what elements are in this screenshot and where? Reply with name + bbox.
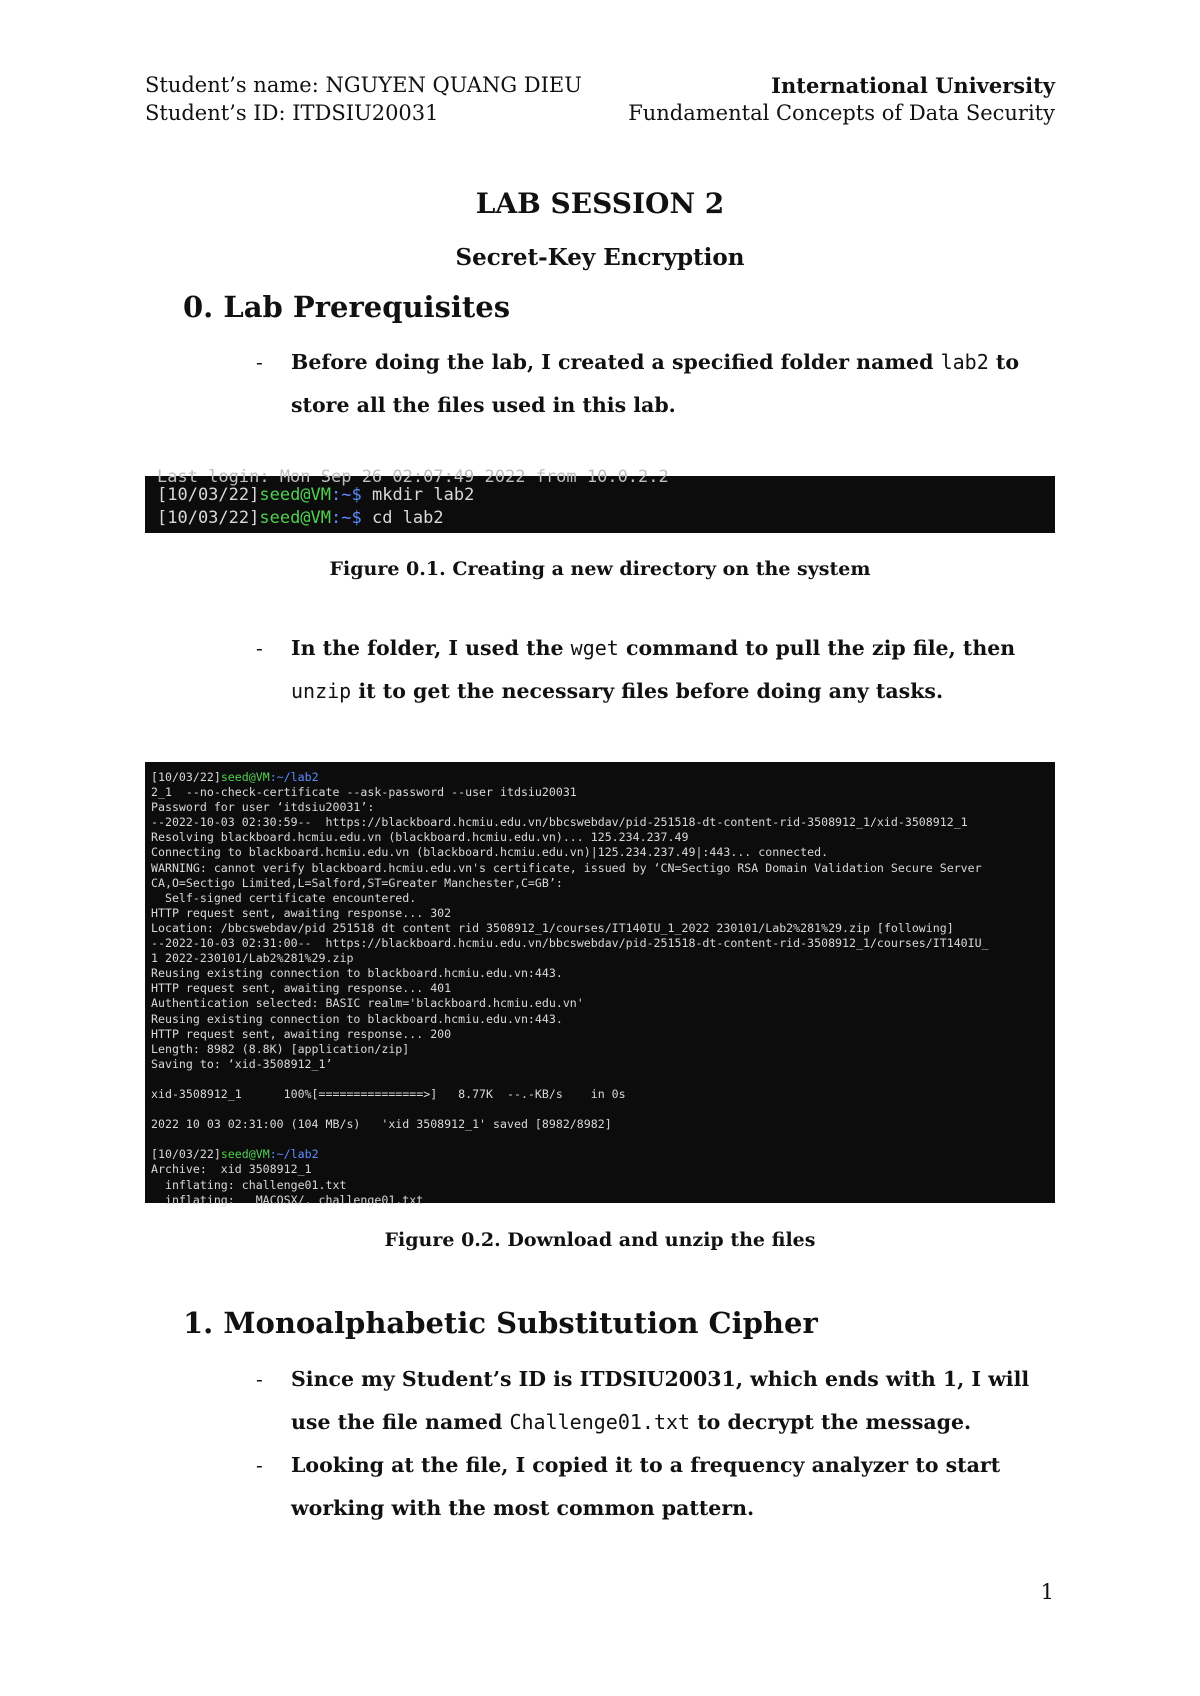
terminal-line: Reusing existing connection to blackboard.hcmiu.edu.vn:443.	[151, 966, 563, 981]
terminal-line: Password for user ‘itdsiu20031’:	[151, 800, 375, 815]
prompt-user: seed@VM	[220, 770, 270, 784]
university-name: International University	[771, 73, 1055, 98]
terminal-line: HTTP request sent, awaiting response... 200	[151, 1026, 452, 1041]
bullet-marker: -	[256, 636, 263, 660]
terminal-line	[145, 1132, 1055, 1147]
terminal-line: Saving to: ‘xid-3508912_1’	[151, 1056, 333, 1071]
terminal-line: Reusing existing connection to blackboard.hcmiu.edu.vn:443.	[151, 1011, 563, 1026]
terminal-line	[145, 1147, 1055, 1162]
terminal-line	[145, 1102, 1055, 1117]
prompt-user: seed@VM	[259, 485, 332, 505]
inline-code: unzip	[291, 679, 352, 703]
inline-code: wget	[570, 636, 619, 660]
text-segment: Before doing the lab, I created a specified folder named	[291, 350, 941, 374]
section-heading-0: 0. Lab Prerequisites	[183, 290, 511, 324]
terminal-line: --2022-10-03 02:31:00-- https://blackboard.hcmiu.edu.vn/bbcswebdav/pid-251518-dt-content-rid-3508912_1/courses/IT140IU_	[151, 936, 989, 951]
text-segment: to store all the files used in this lab.	[291, 350, 1020, 417]
paragraph-prerequisite-folder	[291, 341, 1051, 427]
prompt-date: [10/03/22]	[151, 1147, 221, 1162]
terminal-line: CA,O=Sectigo Limited,L=Salford,ST=Greater Manchester,C=GB’:	[151, 875, 563, 890]
prompt-user: seed@VM	[220, 1147, 270, 1162]
terminal-command: mkdir lab2	[361, 485, 475, 505]
prompt-path: :~/lab2	[269, 1147, 319, 1162]
bullet-marker: -	[256, 350, 263, 374]
student-name: Student’s name: NGUYEN QUANG DIEU	[145, 73, 582, 97]
prompt-path: :~$	[331, 508, 362, 528]
terminal-line: Connecting to blackboard.hcmiu.edu.vn (blackboard.hcmiu.edu.vn)|125.234.237.49|:443... connected.	[151, 845, 829, 860]
terminal-line: HTTP request sent, awaiting response... 302	[151, 905, 452, 920]
prompt-date: [10/03/22]	[157, 485, 260, 505]
prompt-date: [10/03/22]	[157, 508, 260, 528]
terminal-line: Authentication selected: BASIC realm='blackboard.hcmiu.edu.vn'	[151, 996, 584, 1011]
terminal-line: Length: 8982 (8.8K) [application/zip]	[151, 1041, 410, 1056]
prompt-date: [10/03/22]	[151, 770, 221, 784]
bullet-marker: -	[256, 1453, 263, 1477]
terminal-line: inflating: MACOSX/. challenge01.txt	[151, 1192, 424, 1207]
text-segment: Since my Student’s ID is ITDSIU20031, which ends with 1, I will use the file named	[291, 1367, 1030, 1434]
text-segment: to decrypt the message.	[690, 1410, 972, 1434]
terminal-line: HTTP request sent, awaiting response... 401	[151, 981, 452, 996]
student-id: Student’s ID: ITDSIU20031	[145, 101, 439, 125]
inline-code: lab2	[940, 350, 989, 374]
terminal-line: --2022-10-03 02:30:59-- https://blackboard.hcmiu.edu.vn/bbcswebdav/pid-251518-dt-content-rid-3508912_1/xid-3508912_1	[151, 815, 968, 830]
course-name: Fundamental Concepts of Data Security	[628, 101, 1055, 125]
prompt-path: :~/lab2	[269, 770, 319, 784]
paragraph-student-id-file	[291, 1358, 1051, 1444]
terminal-command: cd lab2	[361, 508, 444, 528]
page-number: 1	[1040, 1580, 1054, 1604]
terminal-line: Resolving blackboard.hcmiu.edu.vn (blackboard.hcmiu.edu.vn)... 125.234.237.49	[151, 830, 689, 845]
paragraph-frequency-analyzer: Looking at the file, I copied it to a frequency analyzer to start working with the most common pattern.	[291, 1453, 1001, 1520]
document-subtitle: Secret-Key Encryption	[455, 244, 745, 271]
terminal-cut-line: Last login: Mon Sep 26 02:07:49 2022 from 10.0.2.2	[157, 467, 669, 487]
text-segment: it to get the necessary files before doing any tasks.	[351, 679, 944, 703]
terminal-line: Archive: xid 3508912_1	[151, 1162, 312, 1177]
terminal-line	[145, 1072, 1055, 1087]
figure-caption-0-2: Figure 0.2. Download and unzip the files	[384, 1229, 816, 1251]
terminal-line: 2_1 --no-check-certificate --ask-password --user itdsiu20031	[151, 785, 577, 800]
terminal-line: Self-signed certificate encountered.	[151, 890, 417, 905]
inline-code: Challenge01.txt	[509, 1410, 691, 1434]
terminal-line: WARNING: cannot verify blackboard.hcmiu.edu.vn's certificate, issued by ‘CN=Sectigo RSA Domain Validation Secure Server	[151, 860, 982, 875]
paragraph-wget-unzip	[291, 627, 1051, 713]
terminal-screenshot-wget	[145, 762, 1055, 1207]
text-segment: command to pull the zip file, then	[618, 636, 1016, 660]
terminal-line: xid-3508912_1 100%[===============>] 8.77K --.-KB/s in 0s	[151, 1086, 626, 1101]
terminal-line	[145, 484, 1055, 507]
text-segment: In the folder, I used the	[291, 636, 571, 660]
prompt-path: :~$	[331, 485, 362, 505]
terminal-line	[145, 770, 1055, 785]
bullet-marker: -	[256, 1367, 263, 1391]
terminal-screenshot-mkdir	[145, 467, 1055, 533]
terminal-line: 2022 10 03 02:31:00 (104 MB/s) 'xid 3508912_1' saved [8982/8982]	[151, 1117, 612, 1132]
terminal-line: Location: /bbcswebdav/pid 251518 dt content rid 3508912_1/courses/IT140IU_1_2022 230101/Lab2%281%29.zip [following]	[151, 920, 954, 935]
prompt-user: seed@VM	[259, 508, 332, 528]
terminal-line: 1 2022-230101/Lab2%281%29.zip	[151, 951, 354, 966]
terminal-line: inflating: challenge01.txt	[151, 1177, 347, 1192]
figure-caption-0-1: Figure 0.1. Creating a new directory on the system	[329, 558, 871, 580]
terminal-line	[145, 507, 1055, 530]
document-title: LAB SESSION 2	[475, 187, 725, 220]
section-heading-1: 1. Monoalphabetic Substitution Cipher	[183, 1306, 818, 1340]
